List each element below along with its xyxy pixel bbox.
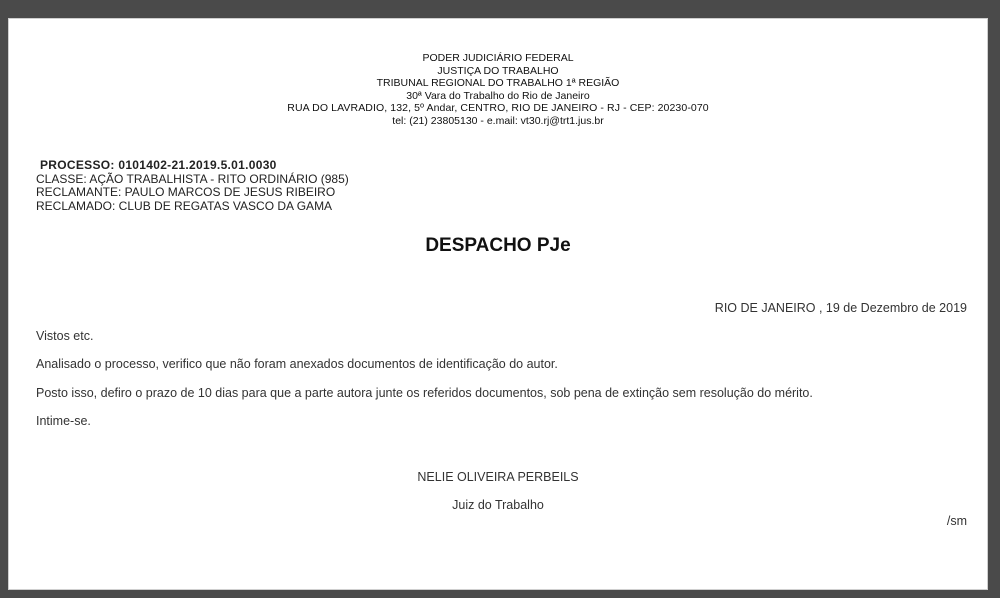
header-line-2: JUSTIÇA DO TRABALHO (437, 64, 559, 77)
process-number: PROCESSO: 0101402-21.2019.5.01.0030 (40, 158, 277, 172)
process-plaintiff: RECLAMANTE: PAULO MARCOS DE JESUS RIBEIRO (36, 185, 336, 199)
process-defendant: RECLAMADO: CLUB DE REGATAS VASCO DA GAMA (36, 198, 333, 213)
document-page (8, 18, 988, 590)
clerk-initials: /sm (946, 514, 967, 528)
process-info (36, 159, 349, 213)
document-title: DESPACHO PJe (425, 235, 571, 256)
process-class: CLASSE: AÇÃO TRABALHISTA - RITO ORDINÁRIO (985) (36, 171, 349, 186)
signatory-role: Juiz do Trabalho (452, 498, 544, 512)
court-header (9, 52, 987, 128)
document-date: RIO DE JANEIRO , 19 de Dezembro de 2019 (714, 301, 967, 315)
body-paragraph-4: Intime-se. (36, 414, 91, 428)
header-contact: tel: (21) 23805130 - e.mail: vt30.rj@trt1.jus.br (392, 114, 604, 127)
header-line-1: PODER JUDICIÁRIO FEDERAL (422, 52, 574, 64)
body-paragraph-1: Vistos etc. (36, 329, 94, 343)
header-line-4: 30ª Vara do Trabalho do Rio de Janeiro (406, 89, 590, 102)
header-address: RUA DO LAVRADIO, 132, 5º Andar, CENTRO, RIO DE JANEIRO - RJ - CEP: 20230-070 (287, 102, 709, 115)
header-line-3: TRIBUNAL REGIONAL DO TRABALHO 1ª REGIÃO (376, 77, 620, 90)
signatory-name: NELIE OLIVEIRA PERBEILS (417, 470, 579, 484)
body-paragraph-3: Posto isso, defiro o prazo de 10 dias para que a parte autora junte os referidos documentos, sob pena de extinção sem resolução do mérito. (36, 386, 813, 400)
body-paragraph-2: Analisado o processo, verifico que não foram anexados documentos de identificação do autor. (36, 357, 558, 371)
